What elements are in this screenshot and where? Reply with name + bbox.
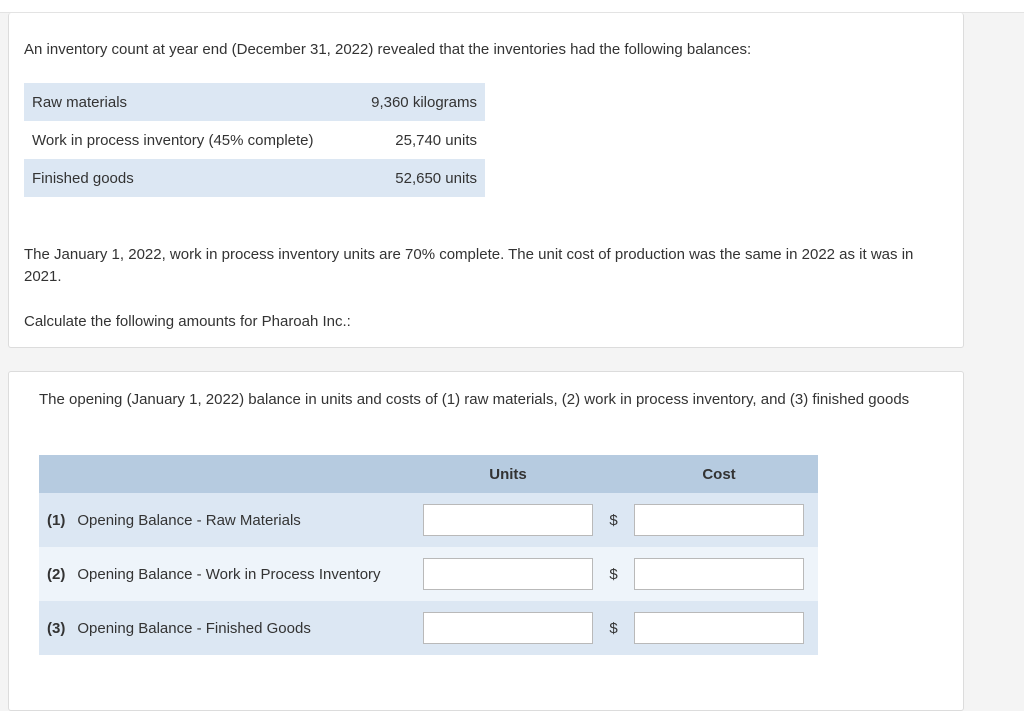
header-units: Units [423, 455, 593, 493]
cost-cell [634, 493, 804, 547]
balance-value: 25,740 units [351, 121, 485, 159]
row-pad [804, 601, 818, 655]
balance-value: 52,650 units [351, 159, 485, 197]
header-pad [804, 455, 818, 493]
row-number: (2) [47, 565, 66, 583]
balance-row-finished-goods [24, 159, 485, 197]
units-input-finished-goods[interactable] [423, 612, 593, 644]
problem-instruction: Calculate the following amounts for Pharoah Inc.: [24, 313, 351, 330]
units-input-raw-materials[interactable] [423, 504, 593, 536]
row-number: (3) [47, 619, 66, 637]
question-text: The opening (January 1, 2022) balance in units and costs of (1) raw materials, (2) work in process inventory, and (3) finished goods [39, 391, 910, 408]
answer-row-work-in-process [39, 547, 818, 601]
balance-value: 9,360 kilograms [351, 83, 485, 121]
header-blank [39, 455, 423, 493]
cost-input-finished-goods[interactable] [634, 612, 804, 644]
year-end-balances-table [24, 83, 485, 197]
units-cell [423, 547, 593, 601]
problem-paragraph-wip: The January 1, 2022, work in process inventory units are 70% complete. The unit cost of production was the same in 2022 as it was in 2021. [24, 246, 914, 285]
row-label-cell [39, 493, 423, 547]
cost-input-work-in-process[interactable] [634, 558, 804, 590]
balance-row-work-in-process [24, 121, 485, 159]
row-label: Opening Balance - Work in Process Inventory [77, 565, 381, 583]
intro-text: An inventory count at year end (December 31, 2022) revealed that the inventories had the following balances: [24, 41, 752, 58]
row-label: Opening Balance - Raw Materials [77, 511, 301, 529]
header-cost: Cost [634, 455, 804, 493]
balance-label: Raw materials [24, 83, 351, 121]
row-pad [804, 547, 818, 601]
units-input-work-in-process[interactable] [423, 558, 593, 590]
dollar-sign: $ [593, 493, 634, 547]
top-bar [0, 0, 1024, 13]
units-cell [423, 601, 593, 655]
balance-label: Finished goods [24, 159, 351, 197]
answer-table-header [39, 455, 818, 493]
cost-cell [634, 601, 804, 655]
row-number: (1) [47, 511, 66, 529]
header-spacer [593, 455, 634, 493]
balance-row-raw-materials [24, 83, 485, 121]
dollar-sign: $ [593, 547, 634, 601]
answer-row-raw-materials [39, 493, 818, 547]
dollar-sign: $ [593, 601, 634, 655]
cost-cell [634, 547, 804, 601]
row-label-cell [39, 547, 423, 601]
answer-table [39, 455, 818, 655]
row-label: Opening Balance - Finished Goods [77, 619, 311, 637]
balance-label: Work in process inventory (45% complete) [24, 121, 351, 159]
units-cell [423, 493, 593, 547]
answer-row-finished-goods [39, 601, 818, 655]
row-label-cell [39, 601, 423, 655]
row-pad [804, 493, 818, 547]
cost-input-raw-materials[interactable] [634, 504, 804, 536]
